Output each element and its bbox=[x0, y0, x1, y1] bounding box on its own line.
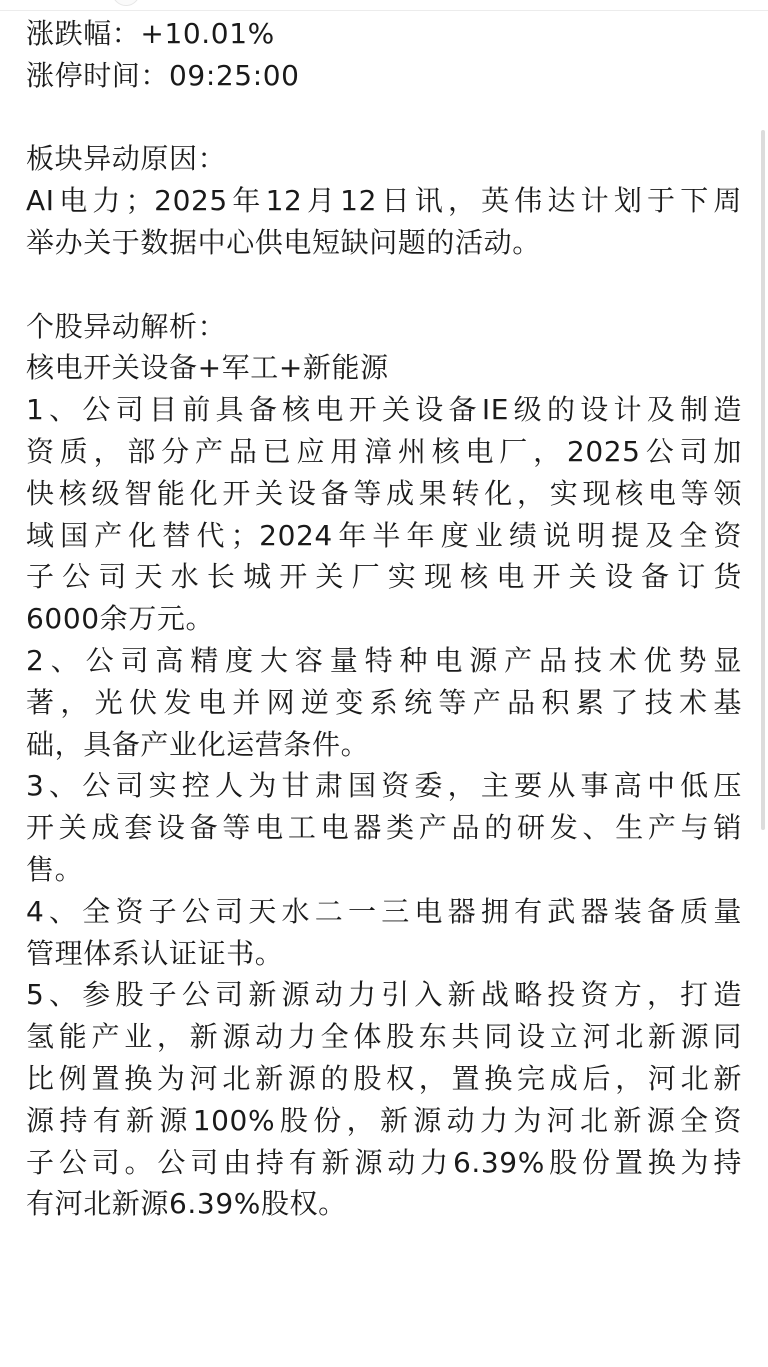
text-line: 3、公司实控人为甘肃国资委，主要从事高中低压 bbox=[26, 769, 742, 803]
text-line-limit-up-time: 涨停时间：09:25:00 bbox=[26, 58, 300, 92]
section-heading-sector-reason: 板块异动原因： bbox=[26, 142, 227, 176]
text-line-tags: 核电开关设备+军工+新能源 bbox=[26, 351, 389, 385]
text-line: 售。 bbox=[26, 852, 84, 886]
text-line: 域国产化替代；2024年半年度业绩说明提及全资 bbox=[26, 518, 742, 552]
text-line: 4、全资子公司天水二一三电器拥有武器装备质量 bbox=[26, 894, 742, 928]
text-line: 子公司天水长城开关厂实现核电开关设备订货 bbox=[26, 560, 742, 594]
scrollbar[interactable] bbox=[761, 130, 765, 830]
blank-line bbox=[26, 97, 748, 139]
text-line: 6000余万元。 bbox=[26, 602, 215, 636]
post-body bbox=[26, 13, 748, 1225]
text-line: 有河北新源6.39%股权。 bbox=[26, 1187, 347, 1221]
text-line-change-pct: 涨跌幅：+10.01% bbox=[26, 17, 275, 50]
text-line: 2、公司高精度大容量特种电源产品技术优势显 bbox=[26, 643, 742, 677]
text-line: 举办关于数据中心供电短缺问题的活动。 bbox=[26, 225, 541, 259]
header-divider bbox=[0, 10, 768, 11]
text-line: 比例置换为河北新源的股权，置换完成后，河北新 bbox=[26, 1061, 742, 1095]
text-line: 5、参股子公司新源动力引入新战略投资方，打造 bbox=[26, 978, 742, 1012]
avatar[interactable] bbox=[112, 0, 140, 6]
text-line: 1、公司目前具备核电开关设备IE级的设计及制造 bbox=[26, 393, 742, 427]
text-line: 氢能产业，新源动力全体股东共同设立河北新源同 bbox=[26, 1020, 742, 1054]
text-line: 子公司。公司由持有新源动力6.39%股份置换为持 bbox=[26, 1145, 742, 1179]
text-line: 源持有新源100%股份，新源动力为河北新源全资 bbox=[26, 1103, 742, 1137]
text-line: AI电力；2025年12月12日讯，英伟达计划于下周 bbox=[26, 184, 742, 218]
text-line: 资质，部分产品已应用漳州核电厂，2025公司加 bbox=[26, 434, 742, 468]
text-line: 开关成套设备等电工电器类产品的研发、生产与销 bbox=[26, 811, 742, 845]
text-line: 础，具备产业化运营条件。 bbox=[26, 727, 370, 761]
text-line: 管理体系认证证书。 bbox=[26, 936, 284, 970]
section-heading-stock-analysis: 个股异动解析： bbox=[26, 309, 227, 343]
text-line: 快核级智能化开关设备等成果转化，实现核电等领 bbox=[26, 476, 742, 510]
blank-line bbox=[26, 264, 748, 306]
text-line: 著，光伏发电并网逆变系统等产品积累了技术基 bbox=[26, 685, 742, 719]
